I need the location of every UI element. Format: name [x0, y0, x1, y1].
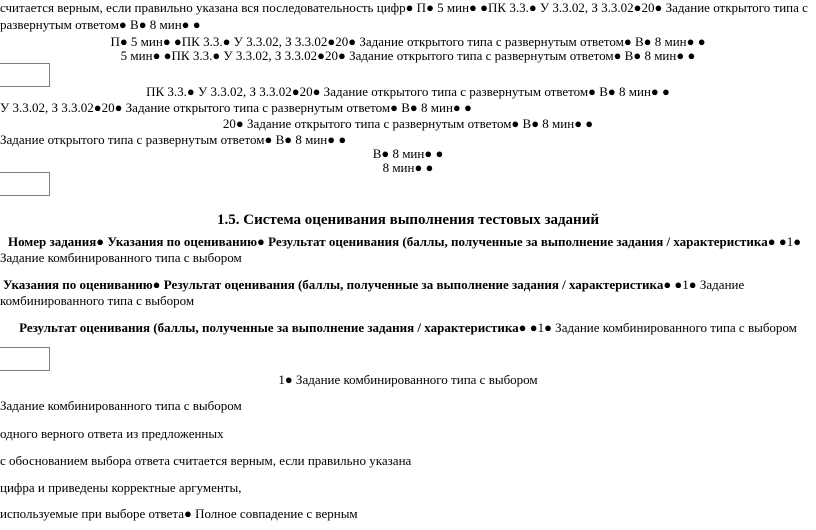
text-line-2: развернутым ответом● В● 8 мин● ● [0, 17, 201, 32]
scoring-row-1 [0, 234, 814, 266]
text-line-10: 8 мин● ● [382, 160, 434, 175]
scoring-row-4: 1● Задание комбинированного типа с выбором [278, 372, 538, 387]
body-line-3: с обоснованием выбора ответа считается верным, если правильно указана [0, 453, 412, 468]
text-line-3: П● 5 мин● ●ПК 3.3.● У 3.3.02, З 3.3.02●20● Задание открытого типа с развернутым ответом● В● 8 мин● ● [110, 34, 706, 49]
scoring-row-1-header: Номер задания● Указания по оцениванию● Результат оценивания (баллы, полученные за выполнение задания / характеристика● ● [8, 234, 787, 249]
body-line-5: используемые при выборе ответа● Полное совпадение с верным [0, 506, 358, 521]
empty-cell-box [0, 172, 50, 196]
scoring-row-3 [0, 320, 816, 336]
text-line-8: Задание открытого типа с развернутым ответом● В● 8 мин● ● [0, 132, 347, 147]
scoring-row-2-header: Указания по оцениванию● Результат оценивания (баллы, полученные за выполнение задания / характеристика● ● [3, 277, 683, 292]
body-line-2: одного верного ответа из предложенных [0, 426, 224, 441]
text-line-1: считается верным, если правильно указана вся последовательность цифр● П● 5 мин● ●ПК 3.3.● У 3.3.02, З 3.3.02●20● Задание открытого типа с [0, 0, 808, 15]
text-line-6: У 3.3.02, З 3.3.02●20● Задание открытого типа с развернутым ответом● В● 8 мин● ● [0, 100, 472, 115]
text-line-9: В● 8 мин● ● [372, 146, 444, 161]
text-line-5: ПК 3.3.● У 3.3.02, З 3.3.02●20● Задание открытого типа с развернутым ответом● В● 8 мин● ● [146, 84, 670, 99]
text-line-7: 20● Задание открытого типа с развернутым ответом● В● 8 мин● ● [222, 116, 594, 131]
body-line-1: Задание комбинированного типа с выбором [0, 398, 242, 413]
section-title: 1.5. Система оценивания выполнения тестовых заданий [216, 212, 599, 228]
scoring-row-3-header: Результат оценивания (баллы, полученные за выполнение задания / характеристика● ● [19, 320, 538, 335]
text-line-4: 5 мин● ●ПК 3.3.● У 3.3.02, З 3.3.02●20● Задание открытого типа с развернутым ответом● В● 8 мин● ● [120, 48, 696, 63]
scoring-row-2 [0, 277, 814, 309]
body-line-4: цифра и приведены корректные аргументы, [0, 480, 242, 495]
scoring-row-1-text: 1● Задание комбинированного типа с выбором [0, 234, 802, 265]
scoring-row-3-text: 1● Задание комбинированного типа с выбором [537, 320, 797, 335]
empty-cell-box [0, 347, 50, 371]
scoring-row-2-text: 1● Задание комбинированного типа с выбором [0, 277, 745, 308]
